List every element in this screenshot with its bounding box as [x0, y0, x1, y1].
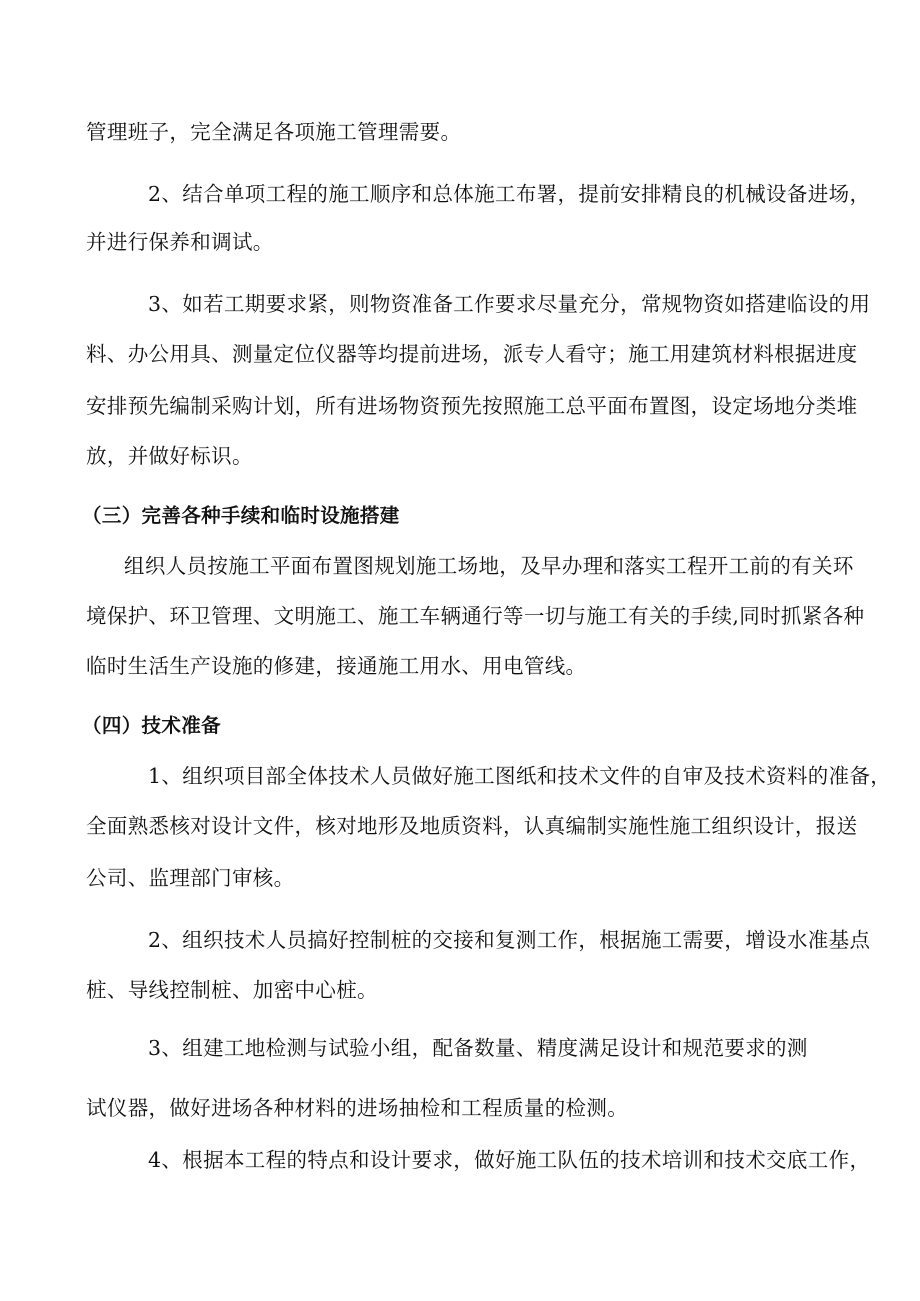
- paragraph-line: 公司、监理部门审核。: [86, 866, 295, 890]
- paragraph-line: 1、组织项目部全体技术人员做好施工图纸和技术文件的自审及技术资料的准备，: [148, 764, 892, 788]
- paragraph-line: 放，并做好标识。: [86, 444, 253, 468]
- paragraph-line: 并进行保养和调试。: [86, 230, 274, 254]
- paragraph-line: 桩、导线控制桩、加密中心桩。: [86, 978, 378, 1002]
- paragraph-line: 全面熟悉核对设计文件，核对地形及地质资料，认真编制实施性施工组织设计，报送: [86, 814, 858, 838]
- paragraph-line: 组织人员按施工平面布置图规划施工场地，及早办理和落实工程开工前的有关环: [124, 554, 854, 578]
- paragraph-line: 4、根据本工程的特点和设计要求，做好施工队伍的技术培训和技术交底工作，: [148, 1148, 871, 1172]
- paragraph-line: 临时生活生产设施的修建，接通施工用水、用电管线。: [86, 654, 587, 678]
- paragraph-line: 3、组建工地检测与试验小组，配备数量、精度满足设计和规范要求的测: [148, 1036, 808, 1060]
- paragraph-line: 管理班子，完全满足各项施工管理需要。: [86, 120, 462, 144]
- paragraph-line: 3、如若工期要求紧，则物资准备工作要求尽量充分，常规物资如搭建临设的用: [148, 292, 871, 316]
- paragraph-line: 料、办公用具、测量定位仪器等均提前进场，派专人看守；施工用建筑材料根据进度: [86, 342, 858, 366]
- paragraph-line: 2、结合单项工程的施工顺序和总体施工布署，提前安排精良的机械设备进场，: [148, 182, 871, 206]
- section-heading: （四）技术准备: [82, 714, 221, 737]
- paragraph-line: 境保护、环卫管理、文明施工、施工车辆通行等一切与施工有关的手续,同时抓紧各种: [86, 604, 865, 628]
- paragraph-line: 安排预先编制采购计划，所有进场物资预先按照施工总平面布置图，设定场地分类堆: [86, 394, 858, 418]
- paragraph-line: 2、组织技术人员搞好控制桩的交接和复测工作，根据施工需要，增设水准基点: [148, 928, 871, 952]
- section-heading: （三）完善各种手续和临时设施搭建: [82, 504, 400, 527]
- paragraph-line: 试仪器，做好进场各种材料的进场抽检和工程质量的检测。: [86, 1096, 629, 1120]
